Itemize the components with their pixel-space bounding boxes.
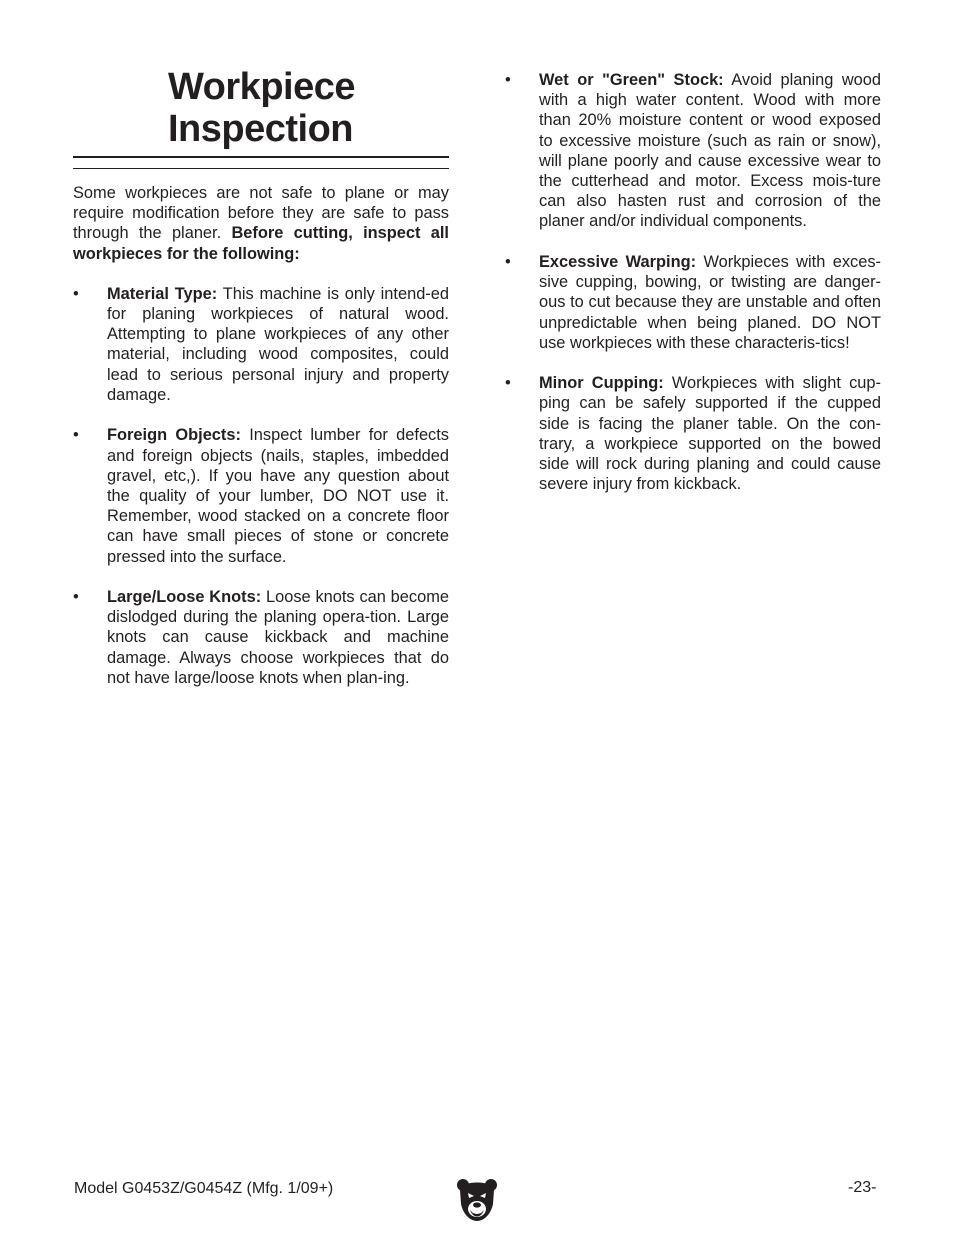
title-rule-thin [73, 168, 449, 169]
bullet: • [73, 588, 79, 607]
bullet: • [73, 284, 79, 303]
item-term: Large/Loose Knots: [107, 588, 262, 607]
item-text: Workpieces with exces-sive cupping, bowing, or twisting are danger-ous to cut because they are unstable and often unpredictable when being planed. DO NOT use workpieces with these characteris-tics! [539, 252, 881, 352]
item-text: Loose knots can become dislodged during the planing opera-tion. Large knots can cause kickback and machine damage. Always choose workpieces that do not have large/loose knots when plan-ing. [107, 588, 449, 687]
bullet: • [505, 252, 511, 271]
item-term: Minor Cupping: [539, 374, 664, 393]
item-text: Inspect lumber for defects and foreign objects (nails, staples, imbedded gravel, etc,). If you have any question about the quality of your lumber, DO NOT use it. Remember, wood stacked on a concrete floor can have small pieces of stone or concrete pressed into the surface. [107, 426, 450, 566]
bullet: • [505, 71, 511, 89]
list-item-wet-stock [505, 70, 881, 232]
bullet: • [73, 426, 79, 445]
intro-paragraph [73, 183, 449, 264]
item-text: Avoid planing wood with a high water content. Wood with more than 20% moisture content or wood exposed to excessive moisture (such as rain or snow), will plane poorly and cause excessive wear to the cutterhead and motor. Excess mois-ture can also hasten rust and corrosion of the planer and/or individual components. [539, 71, 881, 231]
footer-model: Model G0453Z/G0454Z (Mfg. 1/09+) [74, 1180, 334, 1197]
right-column [505, 70, 881, 515]
item-text: This machine is only intend-ed for planing workpieces of natural wood. Attempting to plane workpieces of any other material, including wood composites, could lead to serious personal injury and property damage. [107, 284, 449, 404]
left-column [73, 183, 449, 708]
item-term: Wet or "Green" Stock: [539, 71, 724, 89]
item-term: Material Type: [107, 284, 218, 303]
item-text: Workpieces with slight cup-ping can be safely supported if the cupped side is facing the planer table. On the con-trary, a workpiece supported on the bowed side will rock during planing and could cause severe injury from kickback. [539, 374, 881, 494]
item-term: Excessive Warping: [539, 252, 697, 271]
page-title [168, 66, 448, 150]
list-item-loose-knots [73, 587, 449, 688]
list-item-excessive-warping [505, 252, 881, 353]
bullet: • [505, 374, 511, 393]
page-title-line2: Inspection [168, 108, 354, 150]
bear-head-logo-icon [456, 1176, 498, 1222]
list-item-foreign-objects [73, 425, 449, 566]
title-rule-thick [73, 156, 449, 158]
intro-bold-text: Before cutting, inspect all workpieces for the following: [73, 224, 449, 263]
intro-text: Some workpieces are not safe to plane or may require modification before they are safe to pass through the planer. [73, 184, 449, 243]
page-number: -23- [848, 1179, 877, 1196]
item-term: Foreign Objects: [107, 426, 241, 445]
list-item-minor-cupping [505, 373, 881, 494]
page-title-line1: Workpiece [168, 66, 355, 108]
list-item-material-type [73, 284, 449, 405]
